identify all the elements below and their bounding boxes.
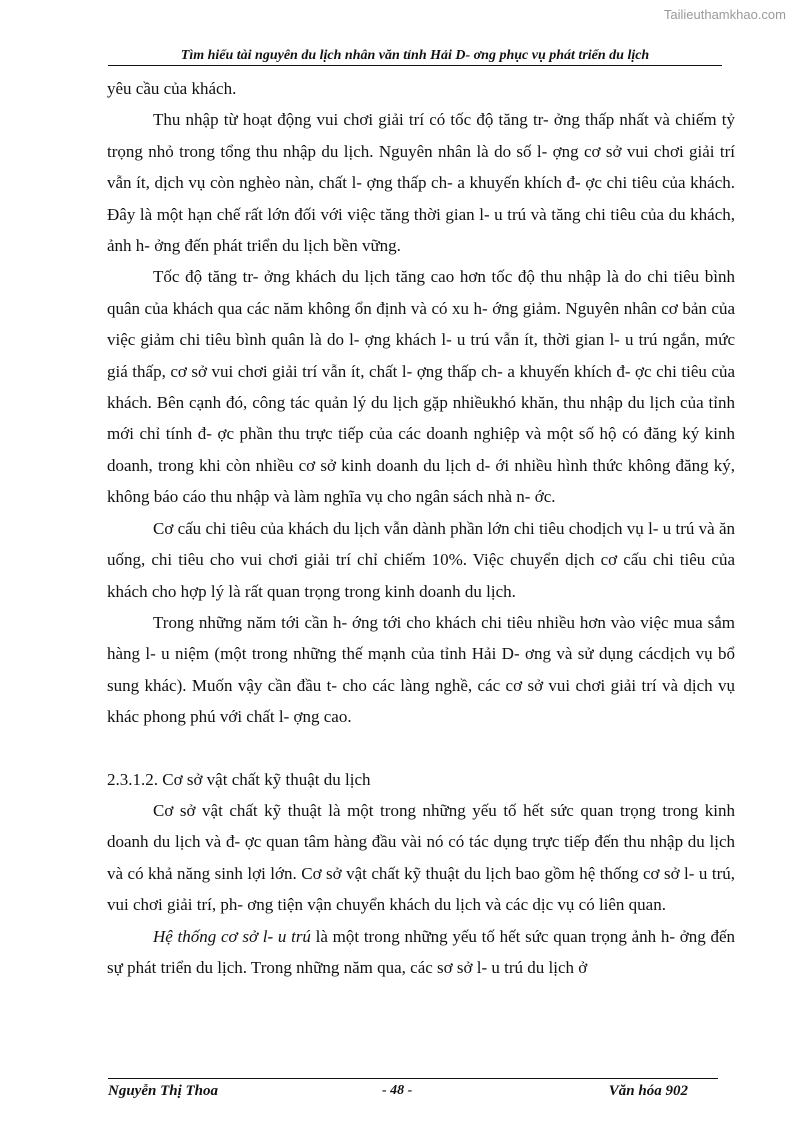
- paragraph: Cơ sở vật chất kỹ thuật là một trong những yếu tố hết sức quan trọng trong kinh doanh du lịch và đ- ợc quan tâm hàng đầu vài nó có tác dụng trực tiếp đến thu nhập du lịch và có khả năng sinh lợi lớn. Cơ sở vật chất kỹ thuật du lịch bao gồm hệ thống cơ sở l- u trú, vui chơi giải trí, ph- ơng tiện vận chuyển khách du lịch và các dịc vụ có liên quan.: [107, 800, 735, 915]
- section-heading: 2.3.1.2. Cơ sở vật chất kỹ thuật du lịch: [107, 769, 371, 789]
- paragraph: Trong những năm tới cần h- ớng tới cho khách chi tiêu nhiều hơn vào việc mua sắm hàng l- u niệm (một trong những thế mạnh của tỉnh Hải D- ơng và sử dụng cácdịch vụ bổ sung khác). Muốn vậy cần đầu t- cho các làng nghề, các cơ sở vui chơi giải trí và dịch vụ khác phong phú với chất l- ợng cao.: [107, 612, 735, 727]
- footer-class: Văn hóa 902: [608, 1083, 688, 1099]
- paragraph-last: [107, 921, 735, 984]
- paragraph: Thu nhập từ hoạt động vui chơi giải trí có tốc độ tăng tr- ởng thấp nhất và chiếm tỷ trọng nhỏ trong tổng thu nhập du lịch. Nguyên nhân là do số l- ợng cơ sở vui chơi giải trí vẫn ít, dịch vụ còn nghèo nàn, chất l- ợng thấp ch- a khuyến khích đ- ợc chi tiêu của khách. Đây là một hạn chế rất lớn đối với việc tăng thời gian l- u trú và tăng chi tiêu của du khách, ảnh h- ởng đến phát triển du lịch bền vững.: [107, 110, 735, 256]
- page-content: [107, 73, 735, 983]
- paragraph: Tốc độ tăng tr- ởng khách du lịch tăng cao hơn tốc độ thu nhập là do chi tiêu bình quân của khách qua các năm không ổn định và có xu h- ớng giảm. Nguyên nhân cơ bản của việc giảm chi tiêu bình quân là do l- ợng khách l- u trú vẫn ít, thời gian l- u trú ngắn, mức giá thấp, cơ sở vui chơi giải trí vẫn ít, chất l- ợng thấp ch- a khuyến khích đ- ợc chi tiêu của khách. Bên cạnh đó, công tác quản lý du lịch gặp nhiềukhó khăn, thu nhập du lịch của tỉnh mới chỉ tính đ- ợc phần thu trực tiếp của các doanh nghiệp và một số hộ có đăng ký kinh doanh, trong khi còn nhiều cơ sở kinh doanh du lịch d- ới nhiều hình thức không đăng ký, không báo cáo thu nhập và làm nghĩa vụ cho ngân sách nhà n- ớc.: [107, 267, 735, 507]
- paragraph: Cơ cấu chi tiêu của khách du lịch vẫn dành phần lớn chi tiêu chodịch vụ l- u trú và ăn uống, chi tiêu cho vui chơi giải trí chỉ chiếm 10%. Việc chuyển dịch cơ cấu chi tiêu của khách cho hợp lý là rất quan trọng trong kinh doanh du lịch.: [107, 518, 735, 601]
- paragraph-text: là một trong những yếu tố hết sức quan trọng ảnh h- ởng đến sự phát triển du lịch. Trong những năm qua, các sơ sở l- u trú du lịch ở: [107, 926, 735, 977]
- page-header: Tìm hiểu tài nguyên du lịch nhân văn tỉnh Hải D- ơng phục vụ phát triển du lịch: [108, 48, 722, 66]
- paragraph-continuation: yêu cầu của khách.: [107, 79, 237, 98]
- italic-term: Hệ thống cơ sở l- u trú: [153, 926, 311, 946]
- page-footer: [108, 1083, 718, 1105]
- watermark: Tailieuthamkhao.com: [663, 7, 786, 22]
- footer-author: Nguyễn Thị Thoa: [108, 1083, 219, 1099]
- footer-divider: [108, 1078, 718, 1079]
- page-number: - 48 -: [382, 1083, 413, 1098]
